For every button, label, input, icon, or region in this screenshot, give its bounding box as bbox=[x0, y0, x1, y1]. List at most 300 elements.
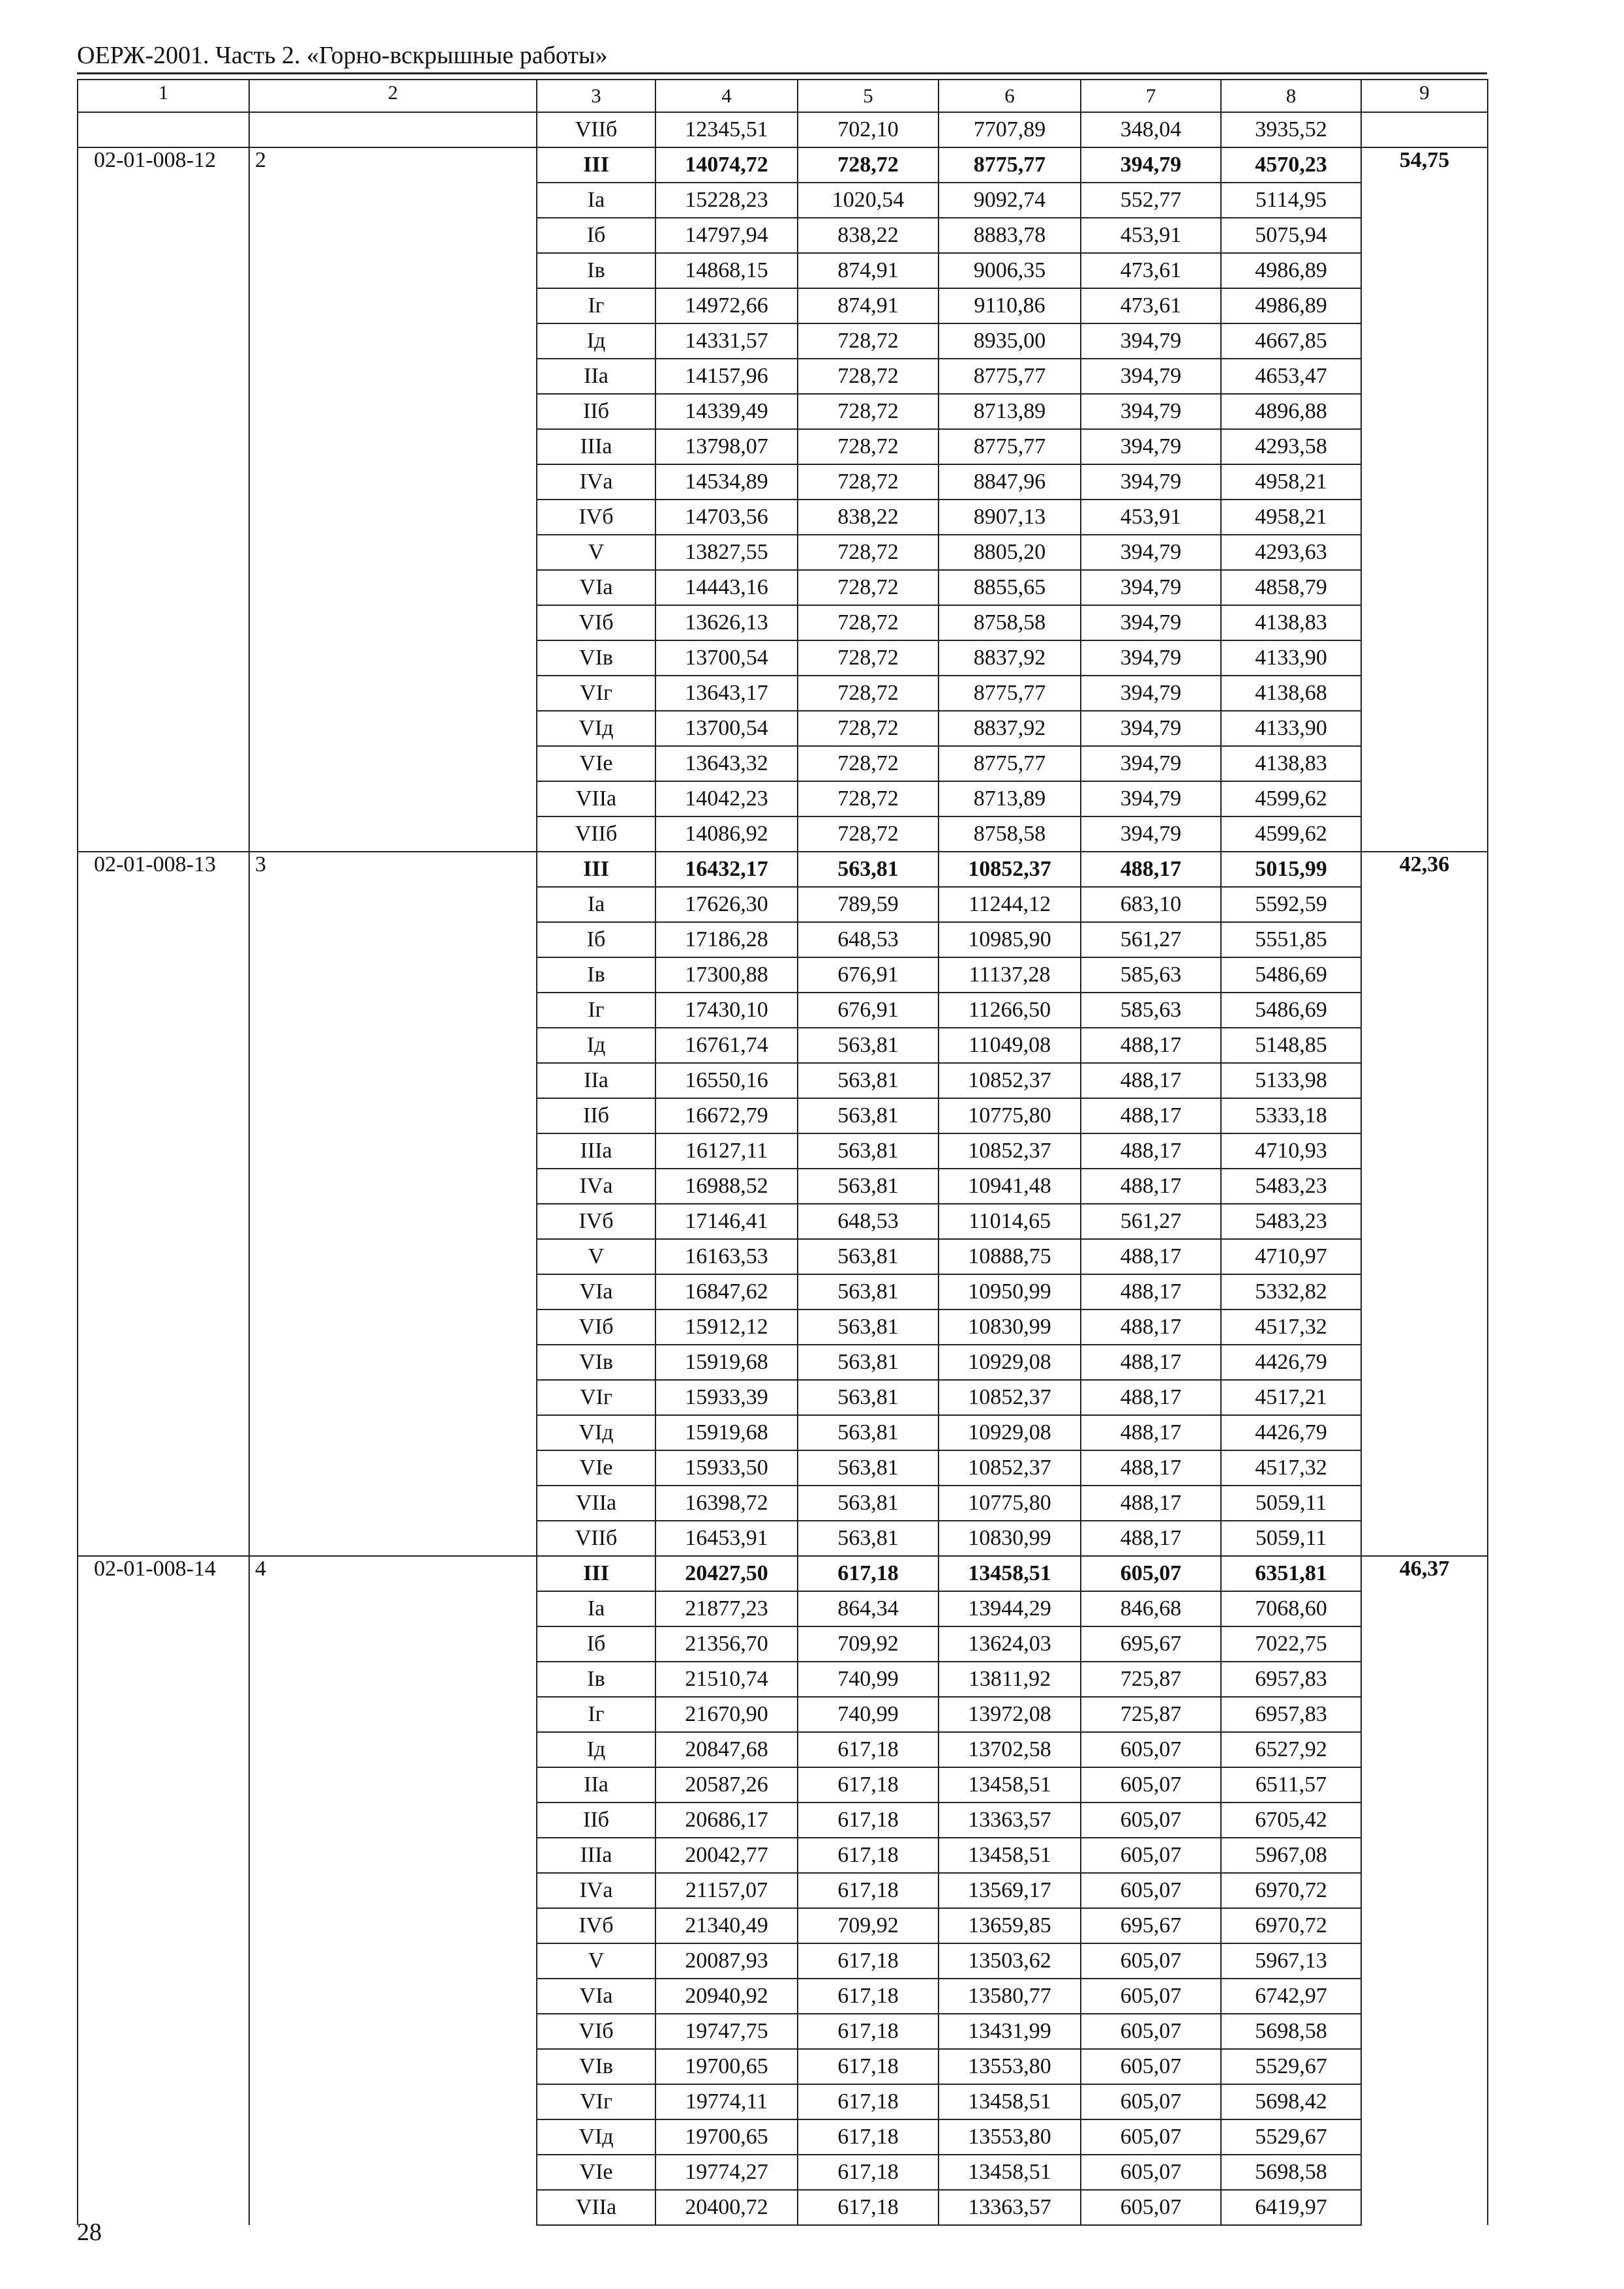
value-cell: 13458,51 bbox=[939, 2084, 1081, 2119]
column-number-cell: 4 bbox=[655, 80, 798, 112]
value-cell: 11137,28 bbox=[939, 957, 1081, 993]
category-cell: VIд bbox=[537, 2119, 655, 2155]
value-cell: 14972,66 bbox=[655, 288, 798, 323]
value-cell: 15912,12 bbox=[655, 1309, 798, 1345]
value-cell: 617,18 bbox=[798, 1873, 939, 1908]
category-cell: Iд bbox=[537, 323, 655, 359]
table-body bbox=[78, 80, 1488, 2225]
value-cell: 8775,77 bbox=[939, 746, 1081, 781]
value-cell: 21670,90 bbox=[655, 1697, 798, 1732]
value-cell: 864,34 bbox=[798, 1591, 939, 1626]
value-cell: 4958,21 bbox=[1221, 500, 1361, 535]
value-cell: 563,81 bbox=[798, 1028, 939, 1063]
value-cell: 561,27 bbox=[1081, 1204, 1221, 1239]
value-cell: 14703,56 bbox=[655, 500, 798, 535]
value-cell: 10775,80 bbox=[939, 1486, 1081, 1521]
value-cell: 648,53 bbox=[798, 922, 939, 957]
value-cell: 6742,97 bbox=[1221, 1979, 1361, 2014]
value-cell: 563,81 bbox=[798, 1486, 939, 1521]
value-cell: 6419,97 bbox=[1221, 2190, 1361, 2225]
value-cell: 13580,77 bbox=[939, 1979, 1081, 2014]
value-cell: 10852,37 bbox=[939, 1133, 1081, 1169]
col9-cell: 54,75 bbox=[1361, 147, 1488, 852]
value-cell: 15919,68 bbox=[655, 1415, 798, 1450]
value-cell: 14157,96 bbox=[655, 359, 798, 394]
value-cell: 13798,07 bbox=[655, 429, 798, 464]
column-number-cell: 5 bbox=[798, 80, 939, 112]
value-cell: 19700,65 bbox=[655, 2119, 798, 2155]
value-cell: 16761,74 bbox=[655, 1028, 798, 1063]
value-cell: 728,72 bbox=[798, 676, 939, 711]
category-cell: IIа bbox=[537, 359, 655, 394]
column-number-cell: 7 bbox=[1081, 80, 1221, 112]
value-cell: 19774,27 bbox=[655, 2155, 798, 2190]
number-cell: 3 bbox=[249, 852, 537, 1556]
value-cell: 488,17 bbox=[1081, 1486, 1221, 1521]
category-cell: IVб bbox=[537, 1204, 655, 1239]
value-cell: 13659,85 bbox=[939, 1908, 1081, 1943]
value-cell: 14443,16 bbox=[655, 570, 798, 605]
value-cell: 725,87 bbox=[1081, 1697, 1221, 1732]
value-cell: 617,18 bbox=[798, 2190, 939, 2225]
value-cell: 394,79 bbox=[1081, 676, 1221, 711]
category-cell: Iа bbox=[537, 183, 655, 218]
value-cell: 488,17 bbox=[1081, 1239, 1221, 1274]
value-cell: 5698,58 bbox=[1221, 2014, 1361, 2049]
value-cell: 488,17 bbox=[1081, 1380, 1221, 1415]
value-cell: 11266,50 bbox=[939, 993, 1081, 1028]
value-cell: 13553,80 bbox=[939, 2119, 1081, 2155]
value-cell: 13363,57 bbox=[939, 1803, 1081, 1838]
category-cell: IVб bbox=[537, 1908, 655, 1943]
value-cell: 605,07 bbox=[1081, 1873, 1221, 1908]
value-cell: 16432,17 bbox=[655, 852, 798, 887]
category-cell: Iг bbox=[537, 1697, 655, 1732]
value-cell: 563,81 bbox=[798, 1063, 939, 1098]
value-cell: 6351,81 bbox=[1221, 1556, 1361, 1591]
value-cell: 8775,77 bbox=[939, 359, 1081, 394]
value-cell: 13624,03 bbox=[939, 1626, 1081, 1662]
value-cell: 17430,10 bbox=[655, 993, 798, 1028]
category-cell: VIв bbox=[537, 2049, 655, 2084]
value-cell: 5486,69 bbox=[1221, 957, 1361, 993]
value-cell: 14797,94 bbox=[655, 218, 798, 253]
document-header: ОЕРЖ-2001. Часть 2. «Горно-вскрышные работы» bbox=[77, 42, 608, 69]
value-cell: 605,07 bbox=[1081, 1732, 1221, 1767]
category-cell: Iд bbox=[537, 1732, 655, 1767]
value-cell: 14331,57 bbox=[655, 323, 798, 359]
value-cell: 8907,13 bbox=[939, 500, 1081, 535]
value-cell: 394,79 bbox=[1081, 394, 1221, 429]
value-cell: 14086,92 bbox=[655, 816, 798, 852]
value-cell: 695,67 bbox=[1081, 1626, 1221, 1662]
category-cell: Iв bbox=[537, 253, 655, 288]
value-cell: 605,07 bbox=[1081, 1838, 1221, 1873]
value-cell: 11014,65 bbox=[939, 1204, 1081, 1239]
value-cell: 20042,77 bbox=[655, 1838, 798, 1873]
category-cell: VIIб bbox=[537, 112, 655, 147]
value-cell: 488,17 bbox=[1081, 1309, 1221, 1345]
value-cell: 14534,89 bbox=[655, 464, 798, 500]
value-cell: 4710,97 bbox=[1221, 1239, 1361, 1274]
value-cell: 5333,18 bbox=[1221, 1098, 1361, 1133]
value-cell: 5967,08 bbox=[1221, 1838, 1361, 1873]
value-cell: 453,91 bbox=[1081, 500, 1221, 535]
value-cell: 13458,51 bbox=[939, 2155, 1081, 2190]
value-cell: 4517,32 bbox=[1221, 1309, 1361, 1345]
category-cell: VIIб bbox=[537, 1521, 655, 1556]
column-number-cell: 9 bbox=[1361, 80, 1488, 112]
value-cell: 16847,62 bbox=[655, 1274, 798, 1309]
category-cell: VIIа bbox=[537, 781, 655, 816]
value-cell: 473,61 bbox=[1081, 253, 1221, 288]
value-cell: 20847,68 bbox=[655, 1732, 798, 1767]
category-cell: III bbox=[537, 852, 655, 887]
value-cell: 21157,07 bbox=[655, 1873, 798, 1908]
value-cell: 728,72 bbox=[798, 816, 939, 852]
value-cell: 617,18 bbox=[798, 2014, 939, 2049]
value-cell: 394,79 bbox=[1081, 323, 1221, 359]
value-cell: 838,22 bbox=[798, 500, 939, 535]
value-cell: 3935,52 bbox=[1221, 112, 1361, 147]
value-cell: 15933,50 bbox=[655, 1450, 798, 1486]
category-cell: Iа bbox=[537, 1591, 655, 1626]
category-cell: VIб bbox=[537, 605, 655, 640]
value-cell: 20587,26 bbox=[655, 1767, 798, 1803]
value-cell: 10985,90 bbox=[939, 922, 1081, 957]
value-cell: 6957,83 bbox=[1221, 1662, 1361, 1697]
value-cell: 20087,93 bbox=[655, 1943, 798, 1979]
value-cell: 17300,88 bbox=[655, 957, 798, 993]
value-cell: 552,77 bbox=[1081, 183, 1221, 218]
value-cell: 563,81 bbox=[798, 1239, 939, 1274]
value-cell: 728,72 bbox=[798, 570, 939, 605]
value-cell: 348,04 bbox=[1081, 112, 1221, 147]
value-cell: 5148,85 bbox=[1221, 1028, 1361, 1063]
value-cell: 6527,92 bbox=[1221, 1732, 1361, 1767]
category-cell: IIIа bbox=[537, 429, 655, 464]
value-cell: 605,07 bbox=[1081, 1803, 1221, 1838]
value-cell: 1020,54 bbox=[798, 183, 939, 218]
value-cell: 728,72 bbox=[798, 605, 939, 640]
value-cell: 13626,13 bbox=[655, 605, 798, 640]
value-cell: 10929,08 bbox=[939, 1415, 1081, 1450]
value-cell: 617,18 bbox=[798, 2084, 939, 2119]
value-cell: 8758,58 bbox=[939, 605, 1081, 640]
category-cell: VIг bbox=[537, 2084, 655, 2119]
value-cell: 488,17 bbox=[1081, 1063, 1221, 1098]
category-cell: VIIб bbox=[537, 816, 655, 852]
category-cell: VIв bbox=[537, 1345, 655, 1380]
value-cell: 8837,92 bbox=[939, 711, 1081, 746]
value-cell: 6957,83 bbox=[1221, 1697, 1361, 1732]
col9-cell: 42,36 bbox=[1361, 852, 1488, 1556]
value-cell: 4133,90 bbox=[1221, 711, 1361, 746]
value-cell: 563,81 bbox=[798, 1450, 939, 1486]
value-cell: 7022,75 bbox=[1221, 1626, 1361, 1662]
value-cell: 5698,58 bbox=[1221, 2155, 1361, 2190]
value-cell: 394,79 bbox=[1081, 746, 1221, 781]
value-cell: 728,72 bbox=[798, 359, 939, 394]
value-cell: 15228,23 bbox=[655, 183, 798, 218]
value-cell: 488,17 bbox=[1081, 1521, 1221, 1556]
value-cell: 10950,99 bbox=[939, 1274, 1081, 1309]
value-cell: 846,68 bbox=[1081, 1591, 1221, 1626]
category-cell: Iб bbox=[537, 1626, 655, 1662]
continuation-row bbox=[78, 112, 1488, 147]
value-cell: 5967,13 bbox=[1221, 1943, 1361, 1979]
category-cell: IVа bbox=[537, 1873, 655, 1908]
category-cell: VIа bbox=[537, 570, 655, 605]
value-cell: 648,53 bbox=[798, 1204, 939, 1239]
value-cell: 8935,00 bbox=[939, 323, 1081, 359]
value-cell: 10830,99 bbox=[939, 1309, 1081, 1345]
value-cell: 14042,23 bbox=[655, 781, 798, 816]
value-cell: 13363,57 bbox=[939, 2190, 1081, 2225]
value-cell: 5486,69 bbox=[1221, 993, 1361, 1028]
category-cell: Iг bbox=[537, 288, 655, 323]
value-cell: 394,79 bbox=[1081, 781, 1221, 816]
category-cell: VIе bbox=[537, 1450, 655, 1486]
value-cell: 13702,58 bbox=[939, 1732, 1081, 1767]
value-cell: 563,81 bbox=[798, 1133, 939, 1169]
value-cell: 740,99 bbox=[798, 1697, 939, 1732]
value-cell: 4138,68 bbox=[1221, 676, 1361, 711]
value-cell: 728,72 bbox=[798, 394, 939, 429]
category-cell: VIIа bbox=[537, 2190, 655, 2225]
value-cell: 13643,32 bbox=[655, 746, 798, 781]
value-cell: 488,17 bbox=[1081, 1098, 1221, 1133]
value-cell: 9092,74 bbox=[939, 183, 1081, 218]
category-cell: VIе bbox=[537, 746, 655, 781]
value-cell: 8775,77 bbox=[939, 429, 1081, 464]
value-cell: 5592,59 bbox=[1221, 887, 1361, 922]
page-number: 28 bbox=[77, 2219, 102, 2246]
value-cell: 605,07 bbox=[1081, 2014, 1221, 2049]
value-cell: 10852,37 bbox=[939, 1450, 1081, 1486]
category-cell: Iг bbox=[537, 993, 655, 1028]
code-cell bbox=[78, 112, 249, 147]
value-cell: 8713,89 bbox=[939, 394, 1081, 429]
column-number-cell: 3 bbox=[537, 80, 655, 112]
value-cell: 20686,17 bbox=[655, 1803, 798, 1838]
value-cell: 605,07 bbox=[1081, 1556, 1221, 1591]
value-cell: 709,92 bbox=[798, 1908, 939, 1943]
value-cell: 8805,20 bbox=[939, 535, 1081, 570]
code-cell: 02-01-008-14 bbox=[78, 1556, 249, 2225]
value-cell: 11244,12 bbox=[939, 887, 1081, 922]
table-row bbox=[78, 147, 1488, 183]
value-cell: 4426,79 bbox=[1221, 1345, 1361, 1380]
column-number-cell: 1 bbox=[78, 80, 249, 112]
category-cell: V bbox=[537, 535, 655, 570]
value-cell: 563,81 bbox=[798, 852, 939, 887]
value-cell: 4570,23 bbox=[1221, 147, 1361, 183]
value-cell: 728,72 bbox=[798, 429, 939, 464]
value-cell: 11049,08 bbox=[939, 1028, 1081, 1063]
value-cell: 21340,49 bbox=[655, 1908, 798, 1943]
category-cell: V bbox=[537, 1943, 655, 1979]
value-cell: 5529,67 bbox=[1221, 2119, 1361, 2155]
value-cell: 13553,80 bbox=[939, 2049, 1081, 2084]
value-cell: 488,17 bbox=[1081, 1274, 1221, 1309]
value-cell: 13700,54 bbox=[655, 711, 798, 746]
value-cell: 394,79 bbox=[1081, 711, 1221, 746]
value-cell: 4426,79 bbox=[1221, 1415, 1361, 1450]
value-cell: 5483,23 bbox=[1221, 1204, 1361, 1239]
value-cell: 4133,90 bbox=[1221, 640, 1361, 676]
value-cell: 605,07 bbox=[1081, 2190, 1221, 2225]
value-cell: 16398,72 bbox=[655, 1486, 798, 1521]
category-cell: IVа bbox=[537, 1169, 655, 1204]
value-cell: 394,79 bbox=[1081, 147, 1221, 183]
category-cell: III bbox=[537, 1556, 655, 1591]
value-cell: 488,17 bbox=[1081, 852, 1221, 887]
value-cell: 13811,92 bbox=[939, 1662, 1081, 1697]
value-cell: 709,92 bbox=[798, 1626, 939, 1662]
value-cell: 4896,88 bbox=[1221, 394, 1361, 429]
value-cell: 16127,11 bbox=[655, 1133, 798, 1169]
value-cell: 617,18 bbox=[798, 2049, 939, 2084]
category-cell: IIIа bbox=[537, 1133, 655, 1169]
value-cell: 21356,70 bbox=[655, 1626, 798, 1662]
value-cell: 4293,58 bbox=[1221, 429, 1361, 464]
value-cell: 728,72 bbox=[798, 711, 939, 746]
value-cell: 5015,99 bbox=[1221, 852, 1361, 887]
category-cell: VIб bbox=[537, 2014, 655, 2049]
value-cell: 563,81 bbox=[798, 1169, 939, 1204]
value-cell: 5059,11 bbox=[1221, 1486, 1361, 1521]
value-cell: 617,18 bbox=[798, 1556, 939, 1591]
column-number-cell: 2 bbox=[249, 80, 537, 112]
value-cell: 13503,62 bbox=[939, 1943, 1081, 1979]
value-cell: 19747,75 bbox=[655, 2014, 798, 2049]
value-cell: 5075,94 bbox=[1221, 218, 1361, 253]
value-cell: 13700,54 bbox=[655, 640, 798, 676]
value-cell: 394,79 bbox=[1081, 535, 1221, 570]
value-cell: 15933,39 bbox=[655, 1380, 798, 1415]
value-cell: 728,72 bbox=[798, 323, 939, 359]
column-number-row bbox=[78, 80, 1488, 112]
category-cell: Iб bbox=[537, 922, 655, 957]
value-cell: 585,63 bbox=[1081, 957, 1221, 993]
col9-cell bbox=[1361, 112, 1488, 147]
value-cell: 4710,93 bbox=[1221, 1133, 1361, 1169]
category-cell: IVб bbox=[537, 500, 655, 535]
value-cell: 725,87 bbox=[1081, 1662, 1221, 1697]
value-cell: 7707,89 bbox=[939, 112, 1081, 147]
value-cell: 20400,72 bbox=[655, 2190, 798, 2225]
value-cell: 728,72 bbox=[798, 781, 939, 816]
value-cell: 617,18 bbox=[798, 2155, 939, 2190]
category-cell: VIIа bbox=[537, 1486, 655, 1521]
value-cell: 728,72 bbox=[798, 535, 939, 570]
value-cell: 488,17 bbox=[1081, 1450, 1221, 1486]
value-cell: 617,18 bbox=[798, 1838, 939, 1873]
value-cell: 13458,51 bbox=[939, 1838, 1081, 1873]
value-cell: 488,17 bbox=[1081, 1028, 1221, 1063]
category-cell: Iв bbox=[537, 957, 655, 993]
value-cell: 16550,16 bbox=[655, 1063, 798, 1098]
value-cell: 14339,49 bbox=[655, 394, 798, 429]
value-cell: 617,18 bbox=[798, 1803, 939, 1838]
value-cell: 683,10 bbox=[1081, 887, 1221, 922]
value-cell: 394,79 bbox=[1081, 570, 1221, 605]
value-cell: 13458,51 bbox=[939, 1556, 1081, 1591]
value-cell: 8855,65 bbox=[939, 570, 1081, 605]
value-cell: 5059,11 bbox=[1221, 1521, 1361, 1556]
value-cell: 21877,23 bbox=[655, 1591, 798, 1626]
category-cell: Iв bbox=[537, 1662, 655, 1697]
value-cell: 695,67 bbox=[1081, 1908, 1221, 1943]
value-cell: 10852,37 bbox=[939, 852, 1081, 887]
value-cell: 10941,48 bbox=[939, 1169, 1081, 1204]
col9-cell: 46,37 bbox=[1361, 1556, 1488, 2225]
value-cell: 563,81 bbox=[798, 1274, 939, 1309]
value-cell: 728,72 bbox=[798, 464, 939, 500]
category-cell: IIа bbox=[537, 1063, 655, 1098]
value-cell: 4667,85 bbox=[1221, 323, 1361, 359]
number-cell: 4 bbox=[249, 1556, 537, 2225]
value-cell: 4858,79 bbox=[1221, 570, 1361, 605]
value-cell: 5133,98 bbox=[1221, 1063, 1361, 1098]
value-cell: 488,17 bbox=[1081, 1133, 1221, 1169]
value-cell: 8775,77 bbox=[939, 147, 1081, 183]
category-cell: IIа bbox=[537, 1767, 655, 1803]
value-cell: 13944,29 bbox=[939, 1591, 1081, 1626]
value-cell: 676,91 bbox=[798, 993, 939, 1028]
category-cell: Iд bbox=[537, 1028, 655, 1063]
category-cell: IVа bbox=[537, 464, 655, 500]
category-cell: IIб bbox=[537, 1098, 655, 1133]
value-cell: 6970,72 bbox=[1221, 1908, 1361, 1943]
value-cell: 488,17 bbox=[1081, 1169, 1221, 1204]
value-cell: 13431,99 bbox=[939, 2014, 1081, 2049]
value-cell: 10852,37 bbox=[939, 1380, 1081, 1415]
category-cell: VIг bbox=[537, 1380, 655, 1415]
code-cell: 02-01-008-13 bbox=[78, 852, 249, 1556]
category-cell: VIд bbox=[537, 711, 655, 746]
value-cell: 8713,89 bbox=[939, 781, 1081, 816]
value-cell: 14074,72 bbox=[655, 147, 798, 183]
value-cell: 21510,74 bbox=[655, 1662, 798, 1697]
value-cell: 874,91 bbox=[798, 253, 939, 288]
value-cell: 8775,77 bbox=[939, 676, 1081, 711]
value-cell: 702,10 bbox=[798, 112, 939, 147]
value-cell: 4517,21 bbox=[1221, 1380, 1361, 1415]
value-cell: 8758,58 bbox=[939, 816, 1081, 852]
category-cell: Iб bbox=[537, 218, 655, 253]
value-cell: 4986,89 bbox=[1221, 288, 1361, 323]
value-cell: 17626,30 bbox=[655, 887, 798, 922]
value-cell: 14868,15 bbox=[655, 253, 798, 288]
category-cell: VIа bbox=[537, 1979, 655, 2014]
value-cell: 10888,75 bbox=[939, 1239, 1081, 1274]
value-cell: 561,27 bbox=[1081, 922, 1221, 957]
value-cell: 9110,86 bbox=[939, 288, 1081, 323]
value-cell: 5551,85 bbox=[1221, 922, 1361, 957]
value-cell: 16988,52 bbox=[655, 1169, 798, 1204]
value-cell: 4138,83 bbox=[1221, 605, 1361, 640]
category-cell: VIа bbox=[537, 1274, 655, 1309]
value-cell: 605,07 bbox=[1081, 2119, 1221, 2155]
category-cell: VIб bbox=[537, 1309, 655, 1345]
value-cell: 19700,65 bbox=[655, 2049, 798, 2084]
column-number-cell: 8 bbox=[1221, 80, 1361, 112]
rates-table bbox=[77, 79, 1488, 2226]
value-cell: 4599,62 bbox=[1221, 781, 1361, 816]
value-cell: 10775,80 bbox=[939, 1098, 1081, 1133]
